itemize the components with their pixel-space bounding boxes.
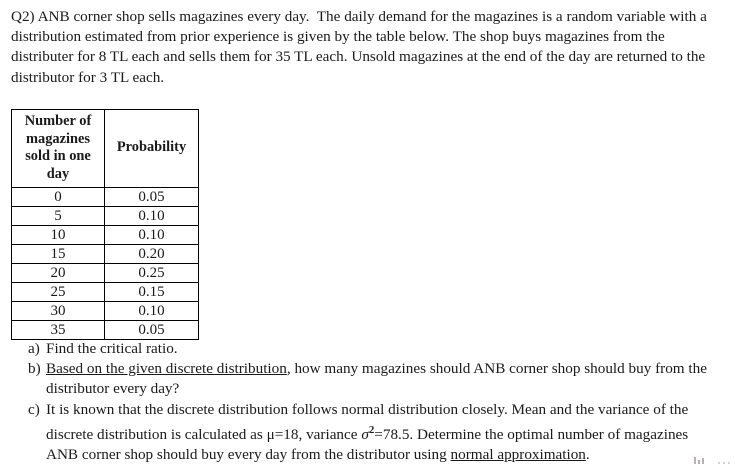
cell-magazines: 35 [12, 321, 105, 340]
table-row [12, 321, 199, 340]
cell-magazines: 15 [12, 245, 105, 264]
table-row [12, 245, 199, 264]
question-c-end: . [585, 446, 590, 464]
cell-probability: 0.10 [105, 302, 199, 321]
cell-probability: 0.05 [105, 188, 199, 207]
table-row [12, 283, 199, 302]
question-text-b [46, 359, 723, 399]
mu-symbol: μ [266, 425, 275, 443]
mu-value: =18, variance [274, 425, 362, 443]
question-c-part1: It is known that the discrete distribution follows normal distribution closely. Mean and the variance of the discrete distribution is calculated as [46, 400, 689, 443]
question-item-c [11, 400, 723, 466]
cell-probability: 0.25 [105, 264, 199, 283]
cell-probability: 0.05 [105, 321, 199, 340]
cell-probability: 0.10 [105, 207, 199, 226]
cell-probability: 0.20 [105, 245, 199, 264]
question-text-a: Find the critical ratio. [46, 340, 178, 357]
cell-magazines: 20 [12, 264, 105, 283]
question-marker-a: a) [28, 340, 40, 357]
table-header-row [12, 110, 199, 188]
question-marker-c: c) [28, 400, 40, 418]
table-row [12, 226, 199, 245]
question-b-remainder: , how many magazines should ANB corner shop should buy from the distributor every day? [46, 360, 707, 398]
sigma-symbol: σ [361, 425, 369, 443]
table-row [12, 302, 199, 321]
variance-value: =78.5. Determine the optimal number of magazines ANB corner shop should buy every day from the distributor using [46, 425, 689, 464]
question-b-underlined-lead: Based on the given discrete distribution [46, 360, 287, 378]
question-text-c [46, 400, 723, 466]
table-header-probability: Probability [105, 110, 199, 188]
table-row [12, 264, 199, 283]
table-row [12, 207, 199, 226]
table-row [12, 188, 199, 207]
intro-paragraph: Q2) ANB corner shop sells magazines every day. The daily demand for the magazines is a random variable with a distribution estimated from prior experience is given by the table below. The shop buys magazines from the distributer for 8 TL each and sells them for 35 TL each. Unsold magazines at the end of the day are returned to the distributor for 3 TL each. [11, 8, 711, 86]
cell-magazines: 0 [12, 188, 105, 207]
table-body [12, 188, 199, 340]
question-c-underlined-tail: normal approximation [450, 446, 586, 464]
sigma-exponent: 2 [368, 423, 375, 436]
cell-magazines: 10 [12, 226, 105, 245]
cell-magazines: 30 [12, 302, 105, 321]
table-header-magazines: Number of magazines sold in one day [12, 110, 105, 188]
probability-distribution-table [11, 109, 199, 340]
cell-probability: 0.15 [105, 283, 199, 302]
question-marker-b: b) [28, 360, 41, 378]
question-list [11, 339, 723, 465]
cell-magazines: 25 [12, 283, 105, 302]
cell-magazines: 5 [12, 207, 105, 226]
cell-probability: 0.10 [105, 226, 199, 245]
scan-artifact [692, 455, 732, 464]
question-item-a [11, 339, 723, 359]
question-item-b [11, 359, 723, 399]
